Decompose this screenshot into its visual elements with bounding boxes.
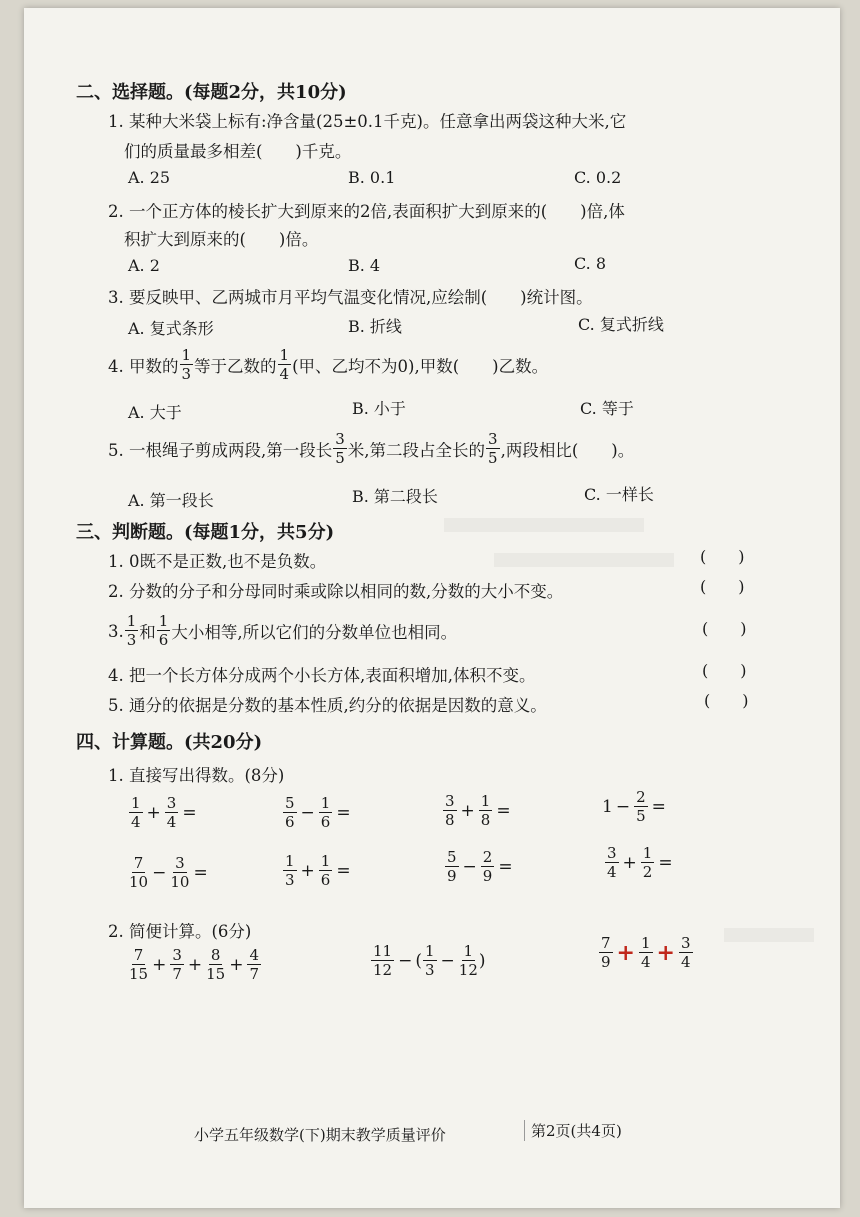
fraction xyxy=(157,614,171,648)
choice-q1-line1: 1. 某种大米袋上标有:净含量(25±0.1千克)。任意拿出两袋这种大米,它 xyxy=(108,112,627,131)
fraction-denominator: 8 xyxy=(445,811,455,829)
fraction xyxy=(129,856,148,890)
fraction-denominator: 7 xyxy=(172,965,182,983)
fraction-denominator: 4 xyxy=(166,813,177,831)
fraction-numerator: 3 xyxy=(488,430,498,448)
fraction-numerator: 1 xyxy=(640,934,651,952)
fraction-denominator: 15 xyxy=(206,965,226,983)
simple-expr-2 xyxy=(370,944,486,978)
fraction-denominator: 9 xyxy=(601,953,611,971)
operator: + xyxy=(460,801,475,821)
choice-q5-text xyxy=(108,432,634,466)
operator: + xyxy=(229,955,244,975)
judge-q3-part1: 3. xyxy=(108,621,124,641)
choice-q4-option-c: C. 等于 xyxy=(580,399,634,418)
fraction-denominator: 5 xyxy=(636,807,646,825)
equals-sign: = xyxy=(182,803,197,823)
choice-q5-part2: 米,第二段占全长的 xyxy=(347,441,486,460)
choice-q5-option-b: B. 第二段长 xyxy=(352,487,438,506)
fraction-numerator: 1 xyxy=(279,346,290,364)
judge-q4: 4. 把一个长方体分成两个小长方体,表面积增加,体积不变。 xyxy=(108,666,536,685)
direct-expr-2 xyxy=(282,796,354,830)
choice-q3-option-b: B. 折线 xyxy=(348,317,402,336)
fraction-denominator: 8 xyxy=(480,811,491,829)
choice-q2-option-b: B. 4 xyxy=(348,256,381,275)
fraction-denominator: 12 xyxy=(458,961,478,979)
fraction-denominator: 3 xyxy=(285,871,295,889)
section-calc-title: 四、计算题。(共20分) xyxy=(76,732,263,753)
fraction-numerator: 1 xyxy=(642,844,653,862)
fraction-numerator: 1 xyxy=(285,852,295,870)
fraction-numerator: 8 xyxy=(210,946,221,964)
choice-q4-part1: 4. 甲数的 xyxy=(108,357,179,376)
red-plus-mark: + xyxy=(656,940,675,966)
fraction xyxy=(129,796,143,830)
fraction-numerator: 2 xyxy=(482,848,493,866)
choice-q4-option-a: A. 大于 xyxy=(128,403,182,422)
exam-page xyxy=(24,8,840,1208)
fraction-numerator: 5 xyxy=(285,794,295,812)
simple-expr-1 xyxy=(128,948,262,982)
fraction-numerator: 1 xyxy=(320,794,331,812)
fraction xyxy=(247,948,261,982)
direct-expr-7 xyxy=(444,850,516,884)
equals-sign: = xyxy=(496,801,511,821)
direct-expr-8 xyxy=(604,846,676,880)
direct-expr-3 xyxy=(442,794,514,828)
bleed-through xyxy=(494,553,674,567)
fraction-denominator: 4 xyxy=(680,953,691,971)
red-plus-mark: + xyxy=(616,940,635,966)
footer-page-number: 第2页(共4页) xyxy=(524,1120,622,1141)
choice-q4-option-b: B. 小于 xyxy=(352,399,406,418)
equals-sign: = xyxy=(336,861,351,881)
operator: + xyxy=(146,803,161,823)
equals-sign: = xyxy=(193,863,208,883)
simple-expr-3 xyxy=(598,936,694,970)
choice-q2-line2: 积扩大到原来的( )倍。 xyxy=(124,230,319,249)
operator: + xyxy=(152,955,167,975)
choice-q5-part3: ,两段相比( )。 xyxy=(500,441,635,460)
fraction-numerator: 7 xyxy=(601,934,611,952)
fraction-denominator: 10 xyxy=(170,873,190,891)
judge-q2: 2. 分数的分子和分母同时乘或除以相同的数,分数的大小不变。 xyxy=(108,582,564,601)
fraction-denominator: 4 xyxy=(131,813,141,831)
judge-q3-part3: 大小相等,所以它们的分数单位也相同。 xyxy=(171,623,458,642)
fraction-numerator: 1 xyxy=(181,346,192,364)
choice-q3-option-c: C. 复式折线 xyxy=(578,315,664,334)
judge-q5-answer-paren: ( ) xyxy=(704,691,749,710)
whole-number: 1 xyxy=(602,797,613,817)
fraction xyxy=(445,850,459,884)
footer-title: 小学五年级数学(下)期末教学质量评价 xyxy=(194,1126,446,1144)
fraction-denominator: 7 xyxy=(249,965,260,983)
fraction-numerator: 7 xyxy=(133,946,144,964)
fraction-denominator: 6 xyxy=(320,871,331,889)
fraction xyxy=(319,796,333,830)
fraction-denominator: 6 xyxy=(320,813,331,831)
fraction xyxy=(679,936,693,970)
fraction xyxy=(371,944,394,978)
equals-sign: = xyxy=(498,857,513,877)
fraction-denominator: 9 xyxy=(447,867,457,885)
fraction xyxy=(165,796,179,830)
fraction-numerator: 7 xyxy=(133,854,144,872)
operator: − xyxy=(152,863,167,883)
fraction-numerator: 5 xyxy=(447,848,457,866)
direct-expr-5 xyxy=(128,856,211,890)
choice-q2-option-c: C. 8 xyxy=(574,254,607,273)
fraction-numerator: 11 xyxy=(373,942,393,960)
choice-q4-part3: (甲、乙均不为0),甲数( )乙数。 xyxy=(292,357,549,376)
fraction-denominator: 9 xyxy=(482,867,493,885)
direct-expr-4 xyxy=(602,790,669,824)
fraction xyxy=(486,432,500,466)
choice-q4-part2: 等于乙数的 xyxy=(194,357,277,376)
fraction-denominator: 4 xyxy=(640,953,651,971)
fraction-numerator: 1 xyxy=(463,942,474,960)
fraction xyxy=(206,948,225,982)
fraction xyxy=(170,948,184,982)
direct-expr-1 xyxy=(128,796,200,830)
fraction xyxy=(129,948,148,982)
judge-q2-answer-paren: ( ) xyxy=(700,577,745,596)
fraction-denominator: 5 xyxy=(335,449,345,467)
fraction-numerator: 1 xyxy=(320,852,331,870)
fraction xyxy=(641,846,655,880)
choice-q1-option-a: A. 25 xyxy=(128,168,171,187)
operator: + xyxy=(622,853,637,873)
fraction xyxy=(278,348,292,382)
operator: + xyxy=(187,955,203,975)
direct-expr-6 xyxy=(282,854,354,888)
fraction xyxy=(481,850,495,884)
judge-q5: 5. 通分的依据是分数的基本性质,约分的依据是因数的意义。 xyxy=(108,696,547,715)
calc-sub2-title: 2. 简便计算。(6分) xyxy=(108,922,252,941)
fraction-denominator: 15 xyxy=(129,965,149,983)
fraction xyxy=(423,944,437,978)
fraction xyxy=(459,944,478,978)
fraction-numerator: 3 xyxy=(680,934,691,952)
choice-q2-option-a: A. 2 xyxy=(128,256,160,275)
fraction-numerator: 1 xyxy=(424,942,435,960)
fraction-denominator: 5 xyxy=(488,449,498,467)
fraction xyxy=(170,856,189,890)
choice-q5-option-a: A. 第一段长 xyxy=(128,491,214,510)
right-paren: ) xyxy=(478,951,486,971)
operator: + xyxy=(300,861,315,881)
fraction-denominator: 2 xyxy=(642,863,653,881)
choice-q4-text xyxy=(108,348,548,382)
fraction-denominator: 6 xyxy=(158,631,169,649)
fraction-numerator: 3 xyxy=(175,854,185,872)
fraction xyxy=(443,794,457,828)
fraction-numerator: 2 xyxy=(636,788,646,806)
operator: − xyxy=(615,797,631,817)
operator: − xyxy=(398,951,413,971)
bleed-through xyxy=(724,928,814,942)
fraction-numerator: 3 xyxy=(335,430,345,448)
section-judge-title: 三、判断题。(每题1分，共5分) xyxy=(76,522,335,543)
fraction xyxy=(605,846,619,880)
fraction xyxy=(319,854,333,888)
choice-q1-option-c: C. 0.2 xyxy=(574,168,622,187)
equals-sign: = xyxy=(336,803,351,823)
fraction xyxy=(333,432,347,466)
choice-q3-text: 3. 要反映甲、乙两城市月平均气温变化情况,应绘制( )统计图。 xyxy=(108,288,593,307)
fraction-numerator: 4 xyxy=(249,946,260,964)
equals-sign: = xyxy=(658,853,673,873)
fraction-denominator: 10 xyxy=(129,873,149,891)
fraction-numerator: 1 xyxy=(131,794,141,812)
fraction xyxy=(125,614,139,648)
judge-q1: 1. 0既不是正数,也不是负数。 xyxy=(108,552,327,571)
left-paren: ( xyxy=(415,951,422,971)
judge-q4-answer-paren: ( ) xyxy=(702,661,747,680)
fraction xyxy=(479,794,493,828)
fraction-denominator: 6 xyxy=(285,813,295,831)
fraction-denominator: 12 xyxy=(373,961,393,979)
judge-q3-part2: 和 xyxy=(139,623,156,642)
choice-q1-line2: 们的质量最多相差( )千克。 xyxy=(124,142,352,161)
section-choice-title: 二、选择题。(每题2分，共10分) xyxy=(76,82,347,103)
operator: − xyxy=(462,857,477,877)
fraction-numerator: 1 xyxy=(158,612,169,630)
fraction-numerator: 3 xyxy=(445,792,455,810)
operator: − xyxy=(440,951,455,971)
fraction xyxy=(283,854,297,888)
choice-q5-option-c: C. 一样长 xyxy=(584,485,654,504)
equals-sign: = xyxy=(651,797,666,817)
fraction xyxy=(634,790,648,824)
fraction-numerator: 3 xyxy=(172,946,182,964)
fraction-denominator: 3 xyxy=(126,631,137,649)
fraction xyxy=(283,796,297,830)
fraction-numerator: 1 xyxy=(126,612,137,630)
judge-q3 xyxy=(108,614,457,648)
fraction xyxy=(639,936,653,970)
choice-q5-part1: 5. 一根绳子剪成两段,第一段长 xyxy=(108,441,333,460)
calc-sub1-title: 1. 直接写出得数。(8分) xyxy=(108,766,285,785)
fraction xyxy=(599,936,613,970)
fraction-denominator: 3 xyxy=(181,365,192,383)
judge-q3-answer-paren: ( ) xyxy=(702,619,747,638)
fraction-numerator: 3 xyxy=(607,844,617,862)
fraction-denominator: 4 xyxy=(607,863,617,881)
choice-q3-option-a: A. 复式条形 xyxy=(128,319,214,338)
judge-q1-answer-paren: ( ) xyxy=(700,547,745,566)
operator: − xyxy=(300,803,315,823)
fraction xyxy=(180,348,194,382)
choice-q1-option-b: B. 0.1 xyxy=(348,168,396,187)
bleed-through xyxy=(444,518,644,532)
fraction-denominator: 3 xyxy=(424,961,435,979)
fraction-denominator: 4 xyxy=(279,365,290,383)
choice-q2-line1: 2. 一个正方体的棱长扩大到原来的2倍,表面积扩大到原来的( )倍,体 xyxy=(108,202,625,221)
fraction-numerator: 1 xyxy=(480,792,491,810)
fraction-numerator: 3 xyxy=(166,794,177,812)
